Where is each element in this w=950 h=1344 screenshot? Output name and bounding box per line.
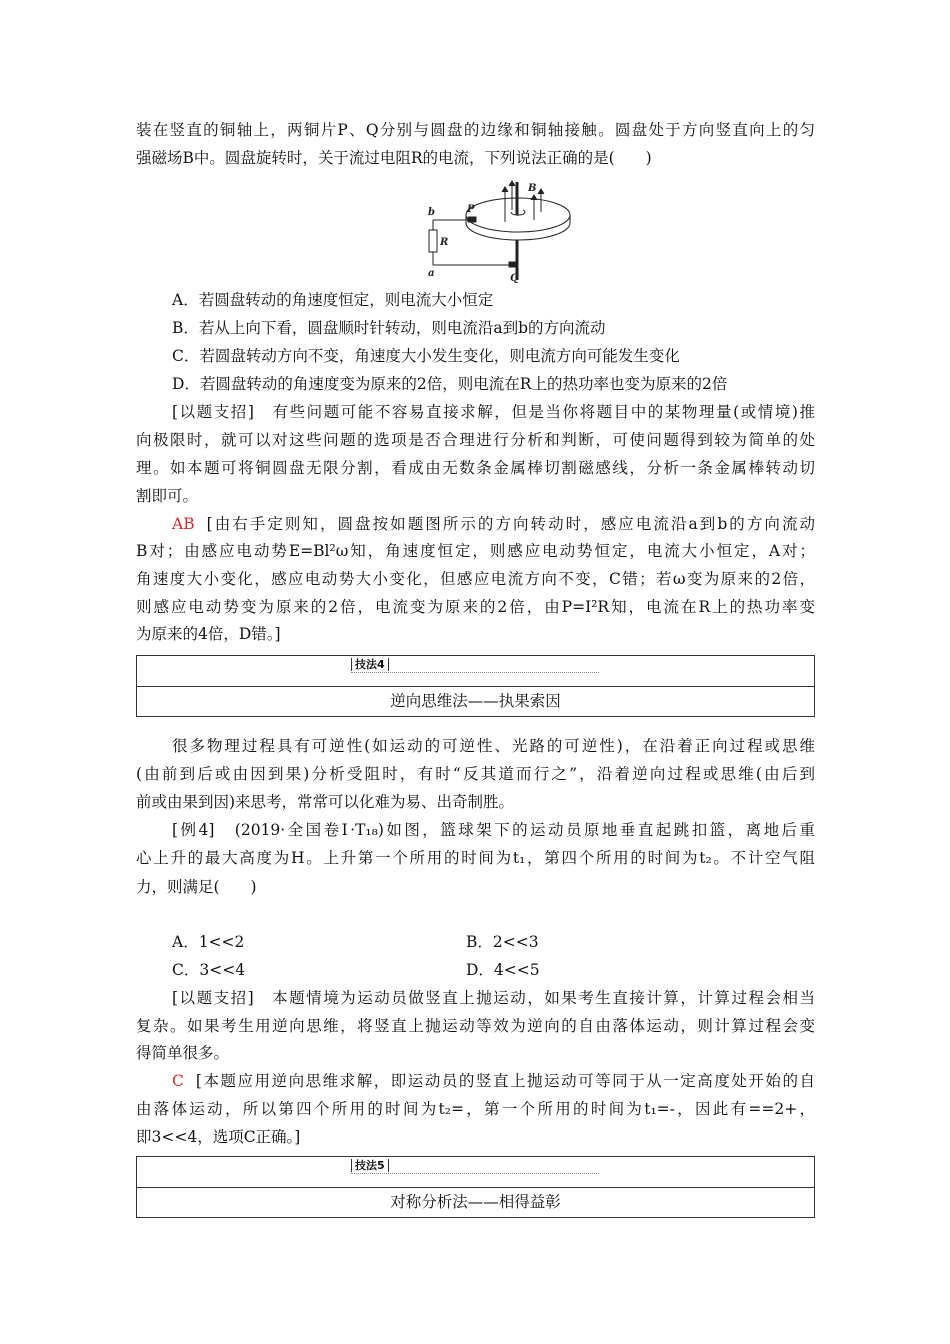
tip-text: 理。如本题可将铜圆盘无限分割，看成由无数条金属棒切割磁感线，分析一条金属棒转动切: [136, 459, 815, 477]
ex-option-d: D．4<<5: [466, 961, 540, 979]
answer-text: 为原来的4倍，D错。]: [136, 625, 281, 643]
example-text: 力，则满足( ): [136, 878, 257, 896]
tip-text: 得简单很多。: [136, 1044, 230, 1062]
technique-box-5: [136, 1156, 815, 1218]
technique-tag: 技法5: [351, 1159, 389, 1172]
tip-text: 复杂。如果考生用逆向思维，将竖直上抛运动等效为逆向的自由落体运动，则计算过程会变: [136, 1017, 815, 1035]
answer-text: 即3<<4，选项C正确。]: [136, 1128, 301, 1146]
tip-text: 向极限时，就可以对这些问题的选项是否合理进行分析和判断，可使问题得到较为简单的处: [136, 431, 815, 449]
label-B: B: [528, 183, 537, 194]
answer-text: 则感应电动势变为原来的2倍，电流变为原来的2倍，由P=I²R知，电流在R上的热功率变: [136, 598, 815, 616]
label-a: a: [428, 268, 435, 279]
ex-option-b: B．2<<3: [466, 933, 539, 951]
answer-key: AB: [172, 515, 195, 533]
intro-text: 很多物理过程具有可逆性(如运动的可逆性、光路的可逆性)，在沿着正向过程或思维: [172, 737, 815, 755]
answer-text: [本题应用逆向思维求解，即运动员的竖直上抛运动可等同于从一定高度处开始的自: [195, 1072, 815, 1090]
answer-key: C: [172, 1072, 184, 1090]
answer-line: [172, 512, 815, 536]
divider: [137, 1187, 814, 1188]
example-text: 心上升的最大高度为H。上升第一个所用的时间为t₁，第四个所用的时间为t₂。不计空气阻: [136, 849, 815, 867]
dotted-rule: [351, 672, 599, 673]
ex-option-c: C．3<<4: [172, 961, 246, 979]
technique-title: 逆向思维法——执果索因: [390, 692, 561, 710]
answer-text: [由右手定则知，圆盘按如题图所示的方向转动时，感应电流沿a到b的方向流动: [206, 515, 815, 533]
option-c: C．若圆盘转动方向不变，角速度大小发生变化，则电流方向可能发生变化: [172, 347, 680, 365]
ex-option-a: A．1<<2: [172, 933, 245, 951]
label-P: P: [467, 204, 475, 215]
question-text: 强磁场B中。圆盘旋转时，关于流过电阻R的电流，下列说法正确的是( ): [136, 149, 652, 167]
option-b: B．若从上向下看，圆盘顺时针转动，则电流沿a到b的方向流动: [172, 319, 606, 337]
label-Q: Q: [510, 273, 519, 284]
dotted-rule: [351, 1173, 599, 1174]
answer-text: 由落体运动，所以第四个所用的时间为t₂=，第一个所用的时间为t₁=-，因此有==2+，: [136, 1100, 815, 1118]
intro-text: (由前到后或由因到果)分析受阻时，有时“反其道而行之”，沿着逆向过程或思维(由后到: [136, 765, 815, 783]
option-a: A．若圆盘转动的角速度恒定，则电流大小恒定: [172, 291, 494, 309]
question-text: 装在竖直的铜轴上，两铜片P、Q分别与圆盘的边缘和铜轴接触。圆盘处于方向竖直向上的匀: [136, 121, 815, 139]
intro-text: 前或由果到因)来思考，常常可以化难为易、出奇制胜。: [136, 793, 515, 811]
divider: [137, 686, 814, 687]
option-d: D．若圆盘转动的角速度变为原来的2倍，则电流在R上的热功率也变为原来的2倍: [172, 375, 728, 393]
tip-text: 割即可。: [136, 487, 199, 505]
answer-text: 角速度大小变化，感应电动势大小变化，但感应电流方向不变，C错；若ω变为原来的2倍，: [136, 570, 815, 588]
technique-box-4: [136, 655, 815, 717]
example-text: [例4] (2019·全国卷Ⅰ·T₁₈)如图，篮球架下的运动员原地垂直起跳扣篮，离地后重: [172, 821, 815, 839]
disk-generator-figure: [420, 175, 580, 290]
label-R: R: [440, 237, 449, 248]
answer-text: B对；由感应电动势E=Bl²ω知，角速度恒定，则感应电动势恒定，电流大小恒定，A对；: [136, 542, 815, 560]
technique-title: 对称分析法——相得益彰: [390, 1193, 561, 1211]
tip-text: [以题支招] 有些问题可能不容易直接求解，但是当你将题目中的某物理量(或情境)推: [172, 403, 815, 421]
label-b: b: [428, 207, 435, 218]
tip-text: [以题支招] 本题情境为运动员做竖直上抛运动，如果考生直接计算，计算过程会相当: [172, 989, 815, 1007]
technique-tag: 技法4: [351, 658, 389, 671]
answer-line: [172, 1069, 815, 1093]
